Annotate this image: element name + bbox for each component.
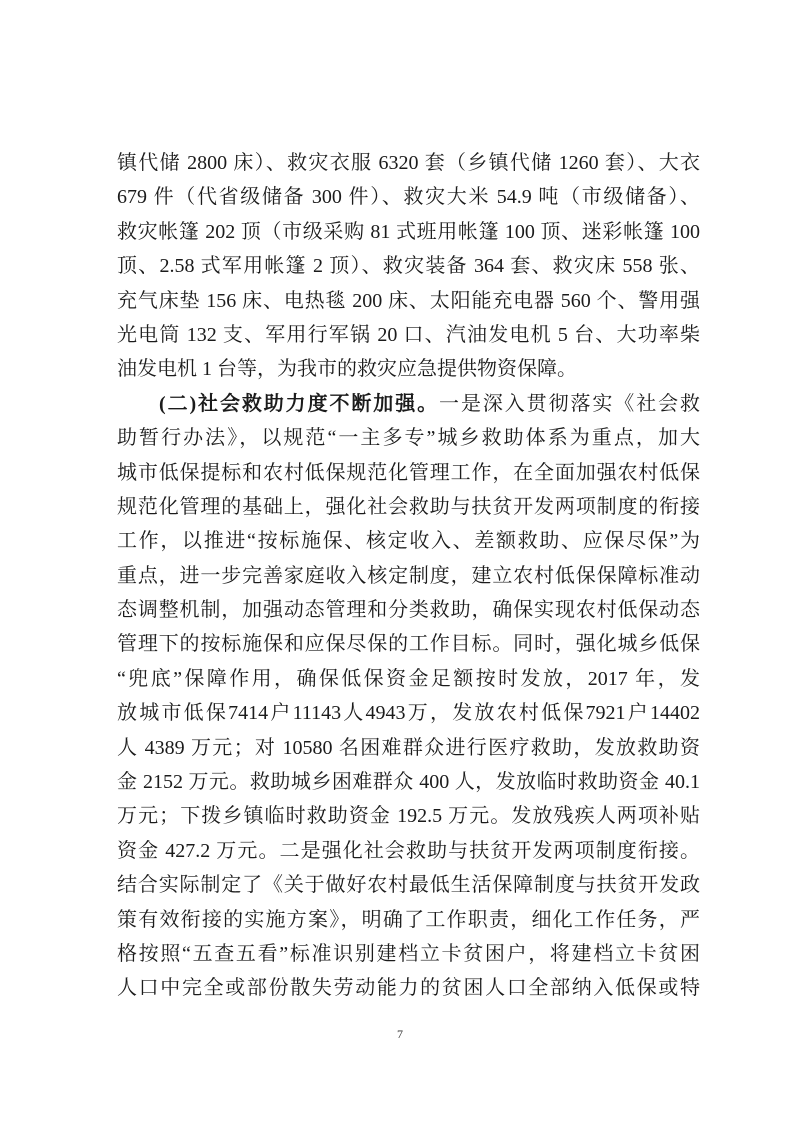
- section-heading: (二)社会救助力度不断加强。: [159, 392, 440, 415]
- text-line: 管理下的按标施保和应保尽保的工作目标。同时，强化城乡低保: [117, 633, 700, 656]
- text-run: 一是深入贯彻落实《社会救: [439, 392, 700, 415]
- text-line: 助暂行办法》，以规范“一主多专”城乡救助体系为重点，加大: [117, 427, 700, 450]
- text-line: 策有效衔接的实施方案》，明确了工作职责，细化工作任务，严: [117, 908, 700, 931]
- text-line: 城市低保提标和农村低保规范化管理工作，在全面加强农村低保: [117, 461, 700, 484]
- text-line: 规范化管理的基础上，强化社会救助与扶贫开发两项制度的衔接: [117, 495, 700, 518]
- section-heading-line: [117, 387, 700, 421]
- text-line: 结合实际制定了《关于做好农村最低生活保障制度与扶贫开发政: [117, 874, 700, 897]
- text-line: 充气床垫 156 床、电热毯 200 床、太阳能充电器 560 个、警用强: [117, 289, 700, 312]
- text-line: 金 2152 万元。救助城乡困难群众 400 人，发放临时救助资金 40.1: [117, 771, 700, 794]
- text-line: 格按照“五查五看”标准识别建档立卡贫困户，将建档立卡贫困: [117, 942, 700, 965]
- text-line: 油发电机 1 台等，为我市的救灾应急提供物资保障。: [117, 358, 577, 381]
- text-line: 顶、2.58 式军用帐篷 2 顶）、救灾装备 364 套、救灾床 558 张、: [117, 255, 700, 278]
- text-line: 重点，进一步完善家庭收入核定制度，建立农村低保保障标准动: [117, 564, 700, 587]
- text-line: 光电筒 132 支、军用行军锅 20 口、汽油发电机 5 台、大功率柴: [117, 323, 700, 346]
- text-line: 态调整机制，加强动态管理和分类救助，确保实现农村低保动态: [117, 599, 700, 622]
- text-line: 工作，以推进“按标施保、核定收入、差额救助、应保尽保”为: [117, 530, 700, 553]
- text-line: 救灾帐篷 202 顶（市级采购 81 式班用帐篷 100 顶、迷彩帐篷 100: [117, 220, 700, 243]
- body-text: [117, 146, 700, 1006]
- text-line: 万元；下拨乡镇临时救助资金 192.5 万元。发放残疾人两项补贴: [117, 805, 700, 828]
- text-line: 679 件（代省级储备 300 件）、救灾大米 54.9 吨（市级储备）、: [117, 186, 700, 209]
- text-line: 人 4389 万元；对 10580 名困难群众进行医疗救助，发放救助资: [117, 736, 700, 759]
- page-number: 7: [397, 1027, 403, 1041]
- text-line: 镇代储 2800 床）、救灾衣服 6320 套（乡镇代储 1260 套）、大衣: [117, 152, 700, 174]
- paragraph: [117, 387, 700, 1006]
- text-line: 人口中完全或部份散失劳动能力的贫困人口全部纳入低保或特: [117, 977, 700, 1000]
- text-line: 放城市低保7414户11143人4943万，发放农村低保7921户14402: [117, 702, 700, 725]
- text-line: 资金 427.2 万元。二是强化社会救助与扶贫开发两项制度衔接。: [117, 839, 700, 862]
- paragraph: [117, 146, 700, 387]
- text-line: “兜底”保障作用，确保低保资金足额按时发放，2017 年，发: [117, 667, 700, 690]
